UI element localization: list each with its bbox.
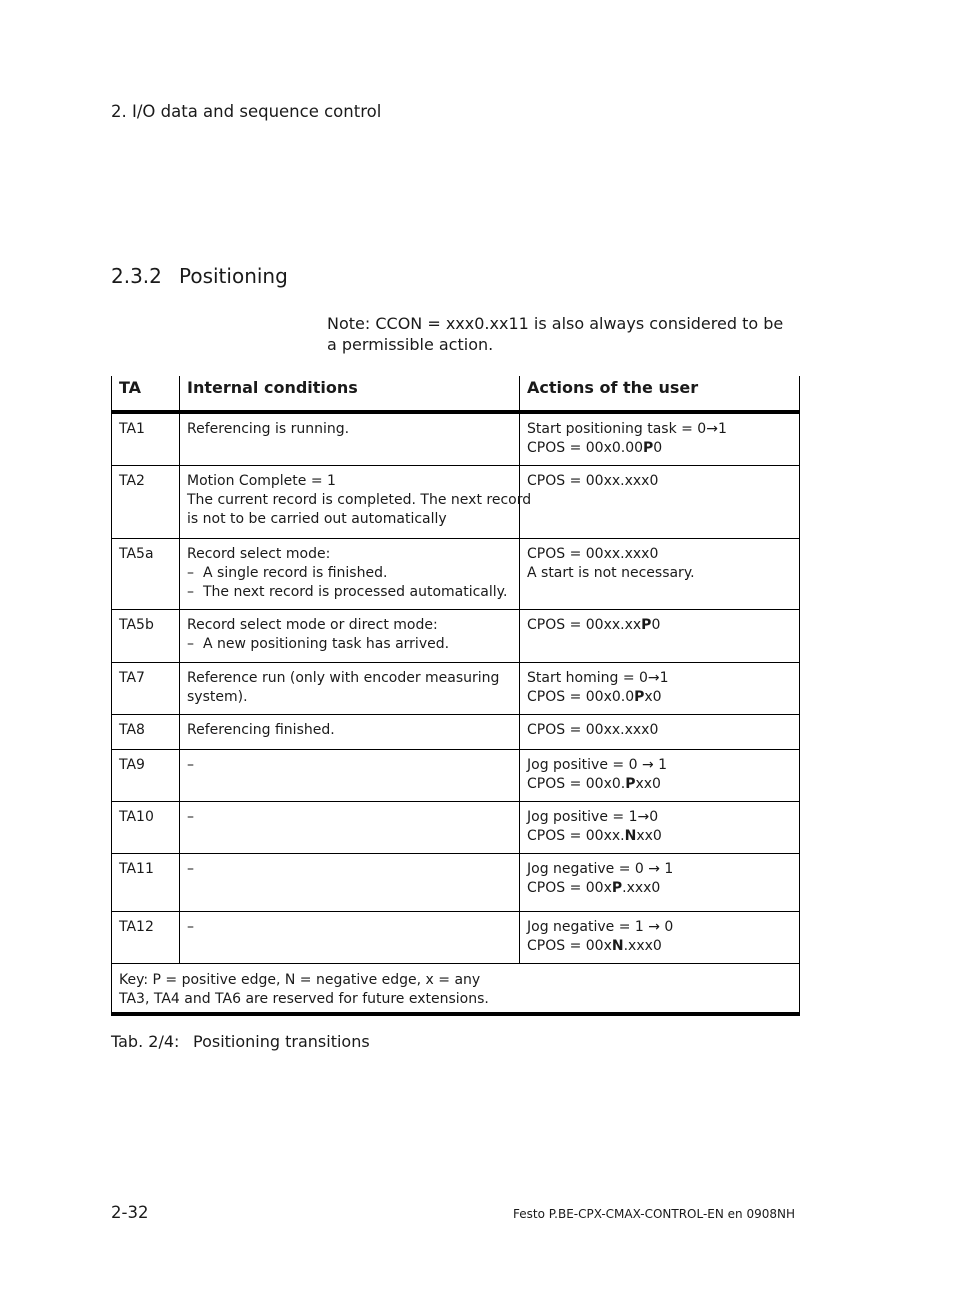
section-number: 2.3.2	[111, 264, 162, 288]
action-text: CPOS = 00x	[527, 879, 612, 896]
header-actions-of-the-user: Actions of the user	[520, 376, 800, 412]
action-text: A start is not necessary.	[527, 564, 695, 581]
action-text: →	[647, 669, 660, 686]
cell-action	[520, 662, 800, 714]
action-line	[527, 756, 792, 775]
action-text: 0	[653, 440, 663, 456]
action-text: Jog positive = 0	[527, 756, 642, 773]
edge-symbol: P	[625, 775, 636, 792]
cell-ta: TA11	[112, 853, 180, 911]
action-text: 0	[651, 616, 661, 633]
cell-condition	[180, 853, 520, 911]
condition-bullet: – A single record is finished.	[187, 564, 512, 583]
action-line	[527, 918, 792, 937]
condition-bullet: – A new positioning task has arrived.	[187, 635, 512, 654]
cell-condition	[180, 538, 520, 609]
table-row	[112, 853, 800, 911]
action-text: CPOS = 00x0.00	[527, 440, 644, 456]
section-heading	[111, 264, 288, 288]
cell-ta: TA12	[112, 911, 180, 963]
table-row	[112, 465, 800, 538]
cell-ta: TA7	[112, 662, 180, 714]
edge-symbol: P	[634, 688, 645, 705]
condition-line: The current record is completed. The next record	[187, 491, 532, 508]
action-line	[527, 808, 792, 827]
action-text: CPOS = 00x	[527, 937, 612, 954]
condition-bullet: – The next record is processed automatically.	[187, 583, 512, 602]
cell-ta: TA5b	[112, 609, 180, 662]
action-text: →	[648, 918, 660, 935]
cell-action	[520, 714, 800, 749]
action-line	[527, 616, 792, 635]
condition-line: Record select mode or direct mode:	[187, 616, 438, 633]
header-ta: TA	[112, 376, 180, 412]
action-text: Jog positive = 1	[527, 808, 638, 825]
cell-action	[520, 801, 800, 853]
table-row	[112, 538, 800, 609]
condition-line: –	[187, 756, 194, 773]
edge-symbol: P	[641, 616, 652, 633]
table-row	[112, 609, 800, 662]
table-row	[112, 412, 800, 465]
action-text: .xxx0	[623, 937, 662, 954]
cell-ta: TA9	[112, 749, 180, 801]
cell-action	[520, 412, 800, 465]
cell-condition	[180, 801, 520, 853]
condition-line: –	[187, 918, 194, 935]
edge-symbol: N	[624, 827, 637, 844]
condition-line: –	[187, 860, 194, 877]
action-text: 1	[653, 756, 668, 773]
action-line	[527, 472, 792, 491]
action-line	[527, 775, 792, 794]
action-text: →	[641, 756, 654, 773]
action-line	[527, 721, 792, 740]
cell-condition	[180, 911, 520, 963]
action-line	[527, 669, 792, 688]
table-header-row	[112, 376, 800, 412]
condition-line: –	[187, 808, 194, 825]
page-number: 2-32	[111, 1203, 149, 1222]
table-row	[112, 801, 800, 853]
key-line: TA3, TA4 and TA6 are reserved for future extensions.	[119, 990, 489, 1007]
cell-action	[520, 465, 800, 538]
condition-line: Referencing is running.	[187, 421, 350, 437]
cell-ta: TA5a	[112, 538, 180, 609]
condition-line: system).	[187, 688, 248, 705]
cell-condition	[180, 662, 520, 714]
action-text: →	[648, 860, 660, 877]
cell-action	[520, 538, 800, 609]
cell-action	[520, 853, 800, 911]
action-text: →	[637, 808, 650, 825]
action-line	[527, 564, 792, 583]
action-text: Start positioning task = 0	[527, 421, 707, 437]
condition-line: Reference run (only with encoder measuring	[187, 669, 500, 686]
action-line	[527, 688, 792, 707]
edge-symbol: N	[611, 937, 624, 954]
action-text: CPOS = 00x0.0	[527, 688, 635, 705]
cell-ta: TA2	[112, 465, 180, 538]
action-line	[527, 545, 792, 564]
action-line	[527, 827, 792, 846]
table-row	[112, 714, 800, 749]
edge-symbol: P	[643, 440, 654, 456]
action-line	[527, 937, 792, 956]
action-text: CPOS = 00xx.xx	[527, 616, 642, 633]
action-line	[527, 439, 792, 458]
action-line	[527, 860, 792, 879]
action-text: Start homing = 0	[527, 669, 648, 686]
table-row	[112, 749, 800, 801]
section-title: Positioning	[179, 264, 288, 288]
cell-ta: TA8	[112, 714, 180, 749]
cell-ta: TA1	[112, 412, 180, 465]
cell-action	[520, 911, 800, 963]
header-internal-conditions: Internal conditions	[180, 376, 520, 412]
note-text: Note: CCON = xxx0.xx11 is also always considered to be a permissible action.	[327, 314, 784, 354]
action-text: Jog negative = 0	[527, 860, 649, 877]
action-text: 1	[659, 669, 669, 686]
condition-line: Motion Complete = 1	[187, 472, 336, 489]
cell-condition	[180, 714, 520, 749]
action-text: CPOS = 00xx.xxx0	[527, 545, 659, 562]
cell-condition	[180, 749, 520, 801]
positioning-transitions-table	[111, 376, 800, 1016]
footer-doc-id: Festo P.BE-CPX-CMAX-CONTROL-EN en 0908NH	[513, 1207, 795, 1221]
action-text: 1	[717, 421, 727, 437]
action-text: CPOS = 00xx.xxx0	[527, 721, 659, 738]
edge-symbol: P	[611, 879, 623, 896]
action-text: .xxx0	[622, 879, 661, 896]
cell-condition	[180, 412, 520, 465]
action-line	[527, 879, 792, 898]
table-key-row	[112, 963, 800, 1014]
condition-line: Referencing finished.	[187, 721, 335, 738]
caption-text: Positioning transitions	[193, 1032, 370, 1051]
key-line: Key: P = positive edge, N = negative edge, x = any	[119, 971, 481, 988]
action-text: x0	[644, 688, 662, 705]
cell-condition	[180, 609, 520, 662]
action-text: 0	[649, 808, 659, 825]
action-text: Jog negative = 1	[527, 918, 649, 935]
action-text: CPOS = 00xx.	[527, 827, 625, 844]
condition-line: is not to be carried out automatically	[187, 510, 447, 527]
cell-action	[520, 749, 800, 801]
action-text: CPOS = 00x0.	[527, 775, 626, 792]
cell-ta: TA10	[112, 801, 180, 853]
table-row	[112, 662, 800, 714]
action-text: CPOS = 00xx.xxx0	[527, 472, 659, 489]
action-line	[527, 420, 792, 439]
action-text: xx0	[636, 827, 662, 844]
action-text: 0	[659, 918, 674, 935]
cell-action	[520, 609, 800, 662]
cell-key	[112, 963, 800, 1014]
condition-line: Record select mode:	[187, 545, 331, 562]
cell-condition	[180, 465, 532, 538]
table-caption	[111, 1032, 370, 1051]
action-text: →	[706, 421, 718, 437]
action-text: 1	[659, 860, 674, 877]
table-row	[112, 911, 800, 963]
running-head: 2. I/O data and sequence control	[111, 102, 382, 121]
action-text: xx0	[635, 775, 661, 792]
caption-label: Tab. 2/4:	[111, 1032, 180, 1051]
